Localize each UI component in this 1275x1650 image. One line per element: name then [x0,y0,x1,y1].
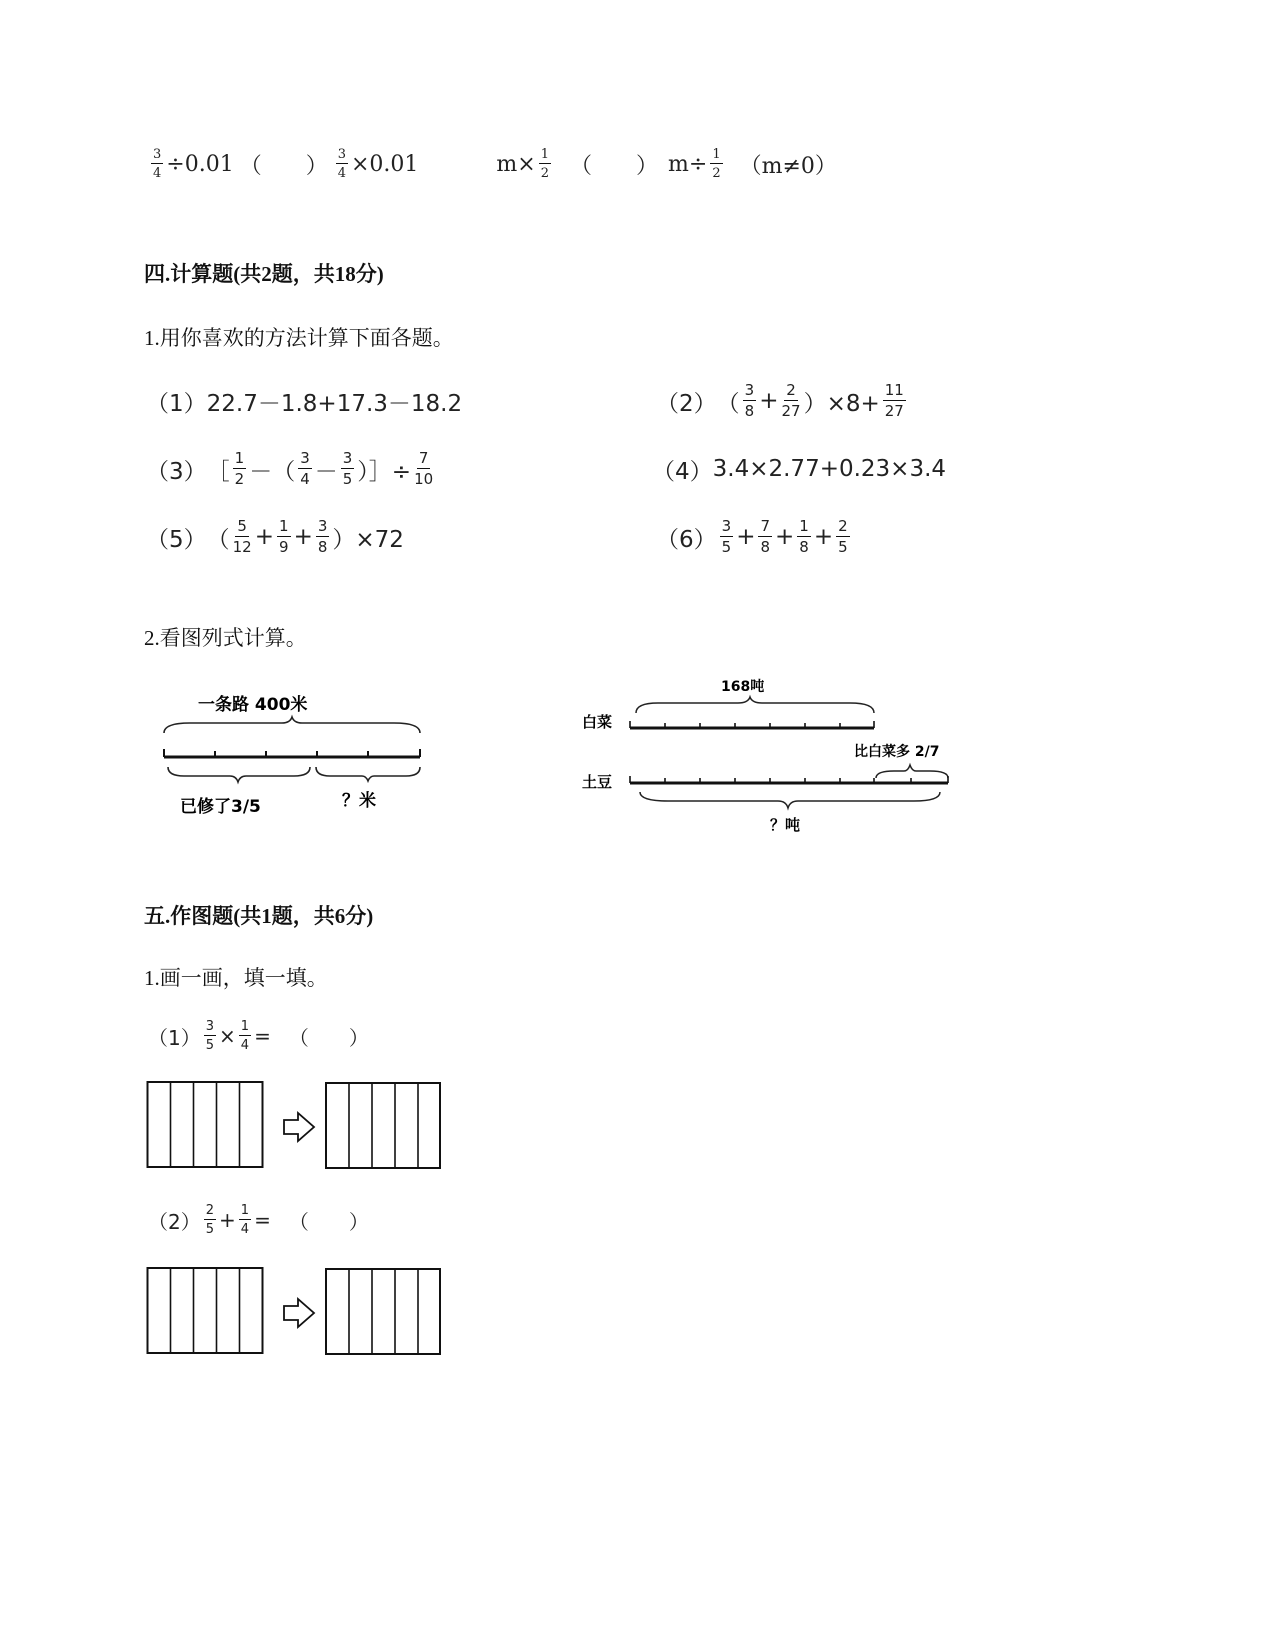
operator: ）×8+ [803,390,880,417]
paren: （ [206,526,230,553]
fraction: $\frac{3}{8}$ [744,381,755,420]
grid-after[interactable] [326,1269,440,1354]
section-4-title: 四.计算题(共2题，共18分) [144,262,384,286]
operator: + [293,524,313,550]
fraction: $\frac{2}{5}$ [838,517,848,556]
compare-row [148,148,837,180]
operator: － [314,458,338,485]
cabbage-brace [636,697,874,713]
problem-1 [146,384,462,418]
repaired-label: 已修了3/5 [180,797,261,817]
operator: = [254,1208,271,1232]
operator-text: m× [496,151,536,177]
problem-label: （4） [652,458,713,485]
fraction: $\frac{3}{4}$ [153,147,162,181]
problem-label: （1） [148,1025,201,1050]
drawing-problem-2 [148,1200,369,1240]
arrow-right-icon [284,1299,314,1327]
operator: + [759,388,779,414]
answer-blank[interactable]: （ ） [570,153,659,179]
fraction: $\frac{3}{5}$ [721,517,732,556]
cabbage-row-label: 白菜 [582,713,613,731]
operator: + [775,524,795,550]
problem-3 [146,446,436,492]
fraction: $\frac{1}{8}$ [799,517,809,556]
grid-before-columns [171,1268,240,1353]
grid-after-columns [349,1083,418,1168]
operator: = [254,1024,271,1048]
operator: × [219,1024,236,1048]
operator-text: m÷ [668,151,708,177]
fraction: $\frac{7}{8}$ [760,517,771,556]
answer-blank[interactable]: （ ） [288,1209,369,1234]
drawing-grid-2 [146,1266,446,1358]
fraction: $\frac{1}{2}$ [540,147,549,181]
top-brace [164,717,420,733]
problem-label: （5） [146,526,207,553]
road-diagram [150,680,440,830]
potato-total-label: ？吨 [770,816,801,834]
drawing-grid-1 [146,1080,446,1172]
fraction: $\frac{1}{2}$ [234,449,245,488]
cabbage-potato-diagram [578,668,978,848]
more-than-cabbage-label: 比白菜多 2/7 [854,744,940,760]
problem-label: （2） [656,390,717,417]
fraction: $\frac{2}{27}$ [781,381,801,420]
fraction: $\frac{3}{5}$ [205,1019,215,1053]
operator: ）×72 [332,526,404,553]
fraction: $\frac{1}{4}$ [240,1203,250,1237]
fraction: $\frac{1}{4}$ [240,1019,250,1053]
fraction: $\frac{1}{2}$ [712,147,721,181]
question-5-1: 1.画一画，填一填。 [144,966,328,990]
grid-before-columns [171,1082,240,1167]
operator-text: ÷0.01 [166,151,234,177]
operator: + [254,524,275,550]
operator: －（ [249,458,296,485]
fraction: $\frac{7}{10}$ [414,449,434,488]
fraction: $\frac{1}{9}$ [279,517,289,556]
operator: ）］÷ [357,458,412,485]
problem-label: （6） [656,526,717,553]
repaired-brace [168,767,310,782]
problem-6 [656,514,853,560]
operator: + [219,1208,236,1232]
fraction: $\frac{3}{4}$ [337,147,346,181]
problem-2 [656,378,909,424]
remaining-label: ？米 [342,791,376,811]
problem-4 [652,452,946,486]
fraction: $\frac{3}{5}$ [342,449,353,488]
arrow-right-icon [284,1113,314,1141]
answer-blank[interactable]: （ ） [239,153,328,179]
problem-expression: 3.4×2.77+0.23×3.4 [712,456,947,482]
question-4-2: 2.看图列式计算。 [144,626,307,650]
grid-before[interactable] [148,1082,263,1167]
grid-before[interactable] [148,1268,263,1353]
operator-text: ×0.01 [351,151,419,177]
fraction: $\frac{3}{8}$ [317,517,328,556]
fraction: $\frac{3}{4}$ [300,449,310,488]
extra-brace [876,765,948,778]
remaining-brace [316,767,420,781]
problem-label: （3） [146,458,207,485]
problem-label: （2） [148,1209,201,1234]
potato-row-label: 土豆 [582,773,613,791]
grid-after[interactable] [326,1083,440,1168]
potato-brace [640,792,940,808]
operator: + [736,524,756,550]
fraction: $\frac{2}{5}$ [205,1203,215,1237]
fraction: $\frac{5}{12}$ [232,517,252,556]
operator: + [813,524,834,550]
cabbage-total-label: 168吨 [721,679,765,695]
road-total-label: 一条路 400米 [198,695,308,715]
condition-text: （m≠0） [739,153,837,179]
paren: （ [716,390,740,417]
question-4-1: 1.用你喜欢的方法计算下面各题。 [144,326,454,350]
answer-blank[interactable]: （ ） [288,1025,369,1050]
problem-label: （1） [146,390,207,417]
fraction: $\frac{11}{27}$ [884,381,904,420]
drawing-problem-1 [148,1016,369,1056]
bracket: ［ [206,458,230,485]
grid-after-columns [349,1269,418,1354]
section-5-title: 五.作图题(共1题，共6分) [144,904,374,928]
problem-expression: 22.7－1.8+17.3－18.2 [206,390,463,417]
problem-5 [146,514,404,560]
